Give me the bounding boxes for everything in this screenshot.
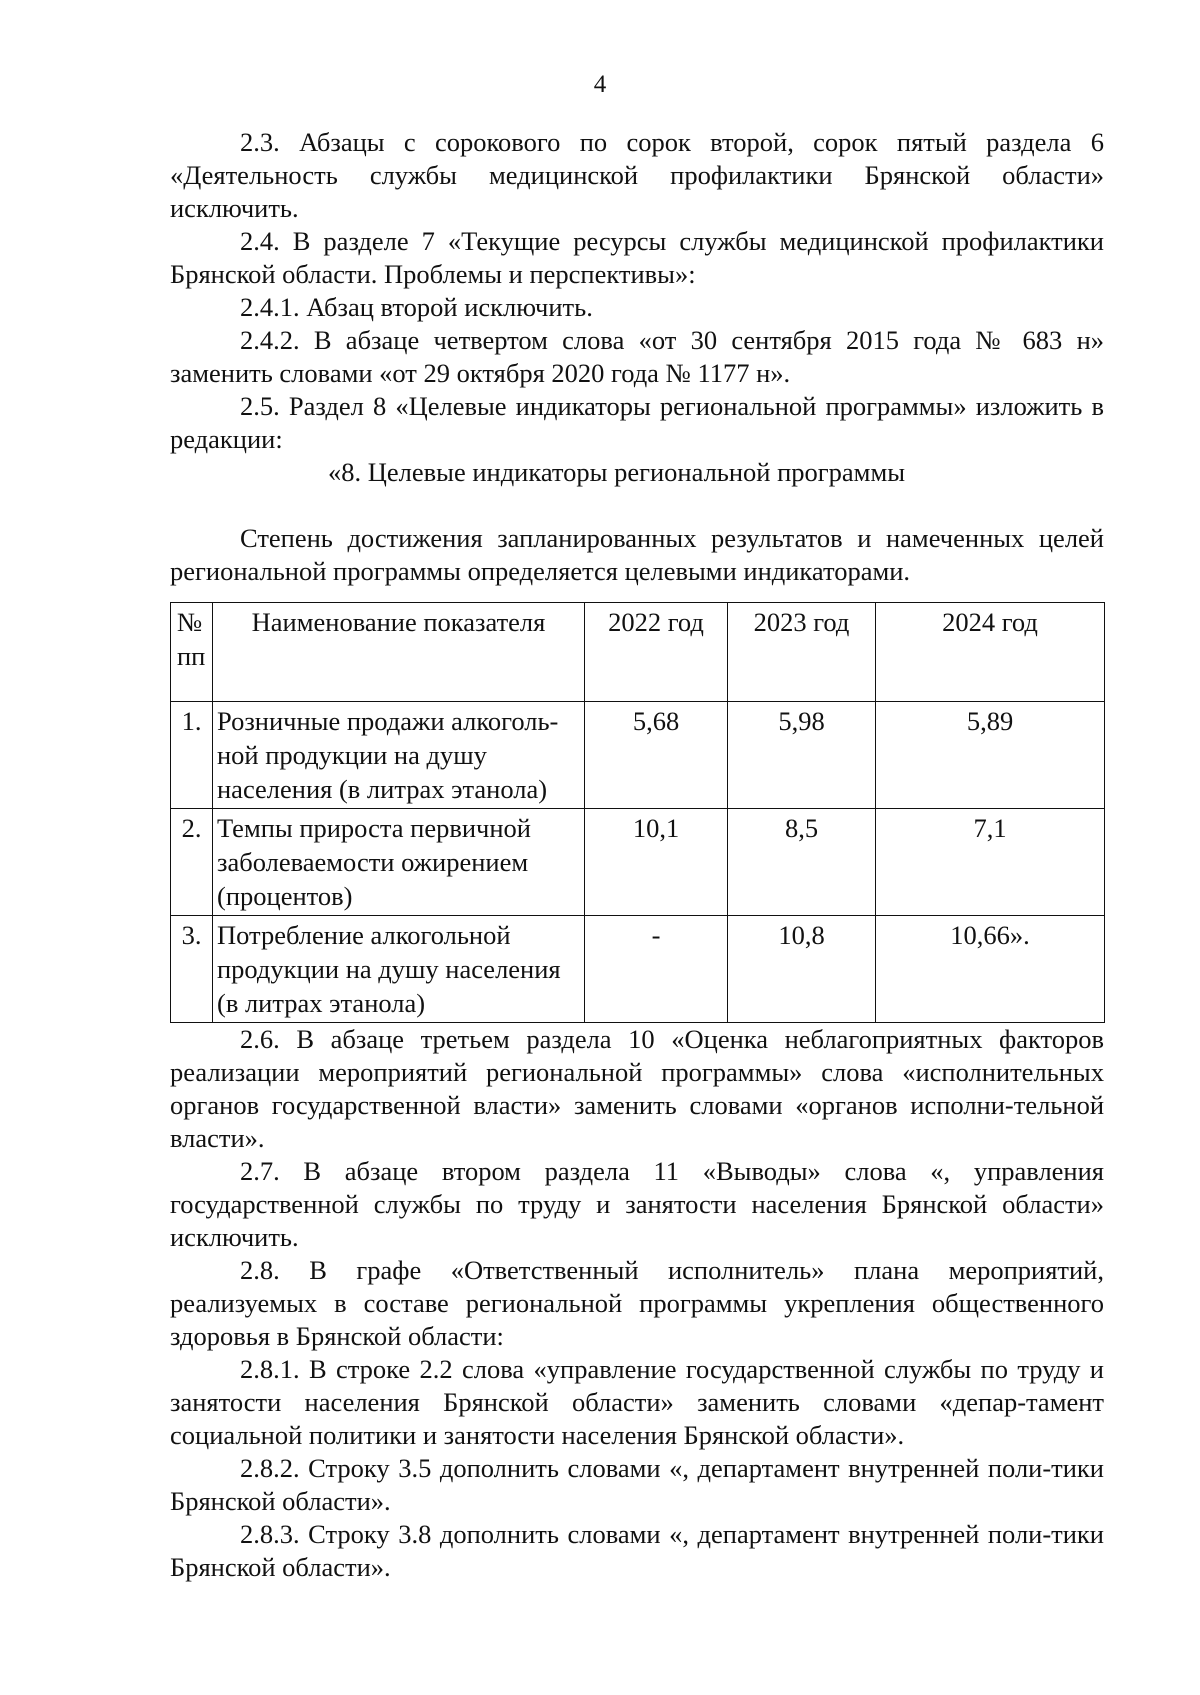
- paragraph-2-4-1: 2.4.1. Абзац второй исключить.: [240, 292, 593, 322]
- header-2022: 2022 год: [585, 603, 728, 702]
- value-2023: 8,5: [728, 809, 876, 916]
- row-number: 2.: [171, 809, 213, 916]
- row-number: 1.: [171, 702, 213, 809]
- value-2024: 10,66».: [876, 916, 1105, 1023]
- value-2024: 5,89: [876, 702, 1105, 809]
- section-heading: «8. Целевые индикаторы региональной программы: [328, 457, 906, 487]
- value-2022: 10,1: [585, 809, 728, 916]
- paragraph-2-8-2: 2.8.2. Строку 3.5 дополнить словами «, департамент внутренней поли-тики Брянской области».: [170, 1453, 1104, 1516]
- indicator-name: Темпы прироста первичной заболеваемости ожирением (процентов): [213, 809, 585, 916]
- header-indicator-name: Наименование показателя: [213, 603, 585, 702]
- header-number-symbol: №: [177, 607, 203, 637]
- value-2022: 5,68: [585, 702, 728, 809]
- table-row: [171, 809, 1105, 916]
- value-2023: 10,8: [728, 916, 876, 1023]
- header-number-abbrev: пп: [177, 641, 206, 671]
- paragraph-2-7: 2.7. В абзаце втором раздела 11 «Выводы» слова «, управления государственной службы по труду и занятости населения Брянской области» исключить.: [170, 1156, 1104, 1252]
- paragraph-2-8-3: 2.8.3. Строку 3.8 дополнить словами «, департамент внутренней поли-тики Брянской области».: [170, 1519, 1104, 1582]
- indicator-name: Потребление алкогольной продукции на душу населения (в литрах этанола): [213, 916, 585, 1023]
- header-number: [171, 603, 213, 702]
- value-2022: -: [585, 916, 728, 1023]
- paragraph-2-5: 2.5. Раздел 8 «Целевые индикаторы региональной программы» изложить в редакции:: [170, 391, 1104, 454]
- header-2024: 2024 год: [876, 603, 1105, 702]
- table-header-row: [171, 603, 1105, 702]
- header-2023: 2023 год: [728, 603, 876, 702]
- paragraph-2-3: 2.3. Абзацы с сорокового по сорок второй, сорок пятый раздела 6 «Деятельность службы медицинской профилактики Брянской области» исключить.: [170, 127, 1104, 223]
- value-2023: 5,98: [728, 702, 876, 809]
- page-number: 4: [593, 71, 607, 98]
- document-body: [170, 126, 1104, 1584]
- row-number: 3.: [171, 916, 213, 1023]
- intro-paragraph: Степень достижения запланированных результатов и намеченных целей региональной программы определяется целевыми индикаторами.: [170, 523, 1104, 586]
- paragraph-2-4: 2.4. В разделе 7 «Текущие ресурсы службы медицинской профилактики Брянской области. Проблемы и перспективы»:: [170, 226, 1104, 289]
- table-row: [171, 916, 1105, 1023]
- indicator-name: Розничные продажи алкоголь-ной продукции на душу населения (в литрах этанола): [213, 702, 585, 809]
- paragraph-2-6: 2.6. В абзаце третьем раздела 10 «Оценка неблагоприятных факторов реализации мероприятий региональной программы» слова «исполнительных органов государственной власти» заменить словами «органов исполни-тельной власти».: [170, 1024, 1104, 1153]
- paragraph-2-8-1: 2.8.1. В строке 2.2 слова «управление государственной службы по труду и занятости населения Брянской области» заменить словами «депар-тамент социальной политики и занятости населения Брянской области».: [170, 1354, 1104, 1450]
- indicators-table: [170, 602, 1105, 1023]
- paragraph-2-8: 2.8. В графе «Ответственный исполнитель» плана мероприятий, реализуемых в составе региональной программы укрепления общественного здоровья в Брянской области:: [170, 1255, 1104, 1351]
- value-2024: 7,1: [876, 809, 1105, 916]
- paragraph-2-4-2: 2.4.2. В абзаце четвертом слова «от 30 сентября 2015 года № 683 н» заменить словами «от 29 октября 2020 года № 1177 н».: [170, 325, 1104, 388]
- table-row: [171, 702, 1105, 809]
